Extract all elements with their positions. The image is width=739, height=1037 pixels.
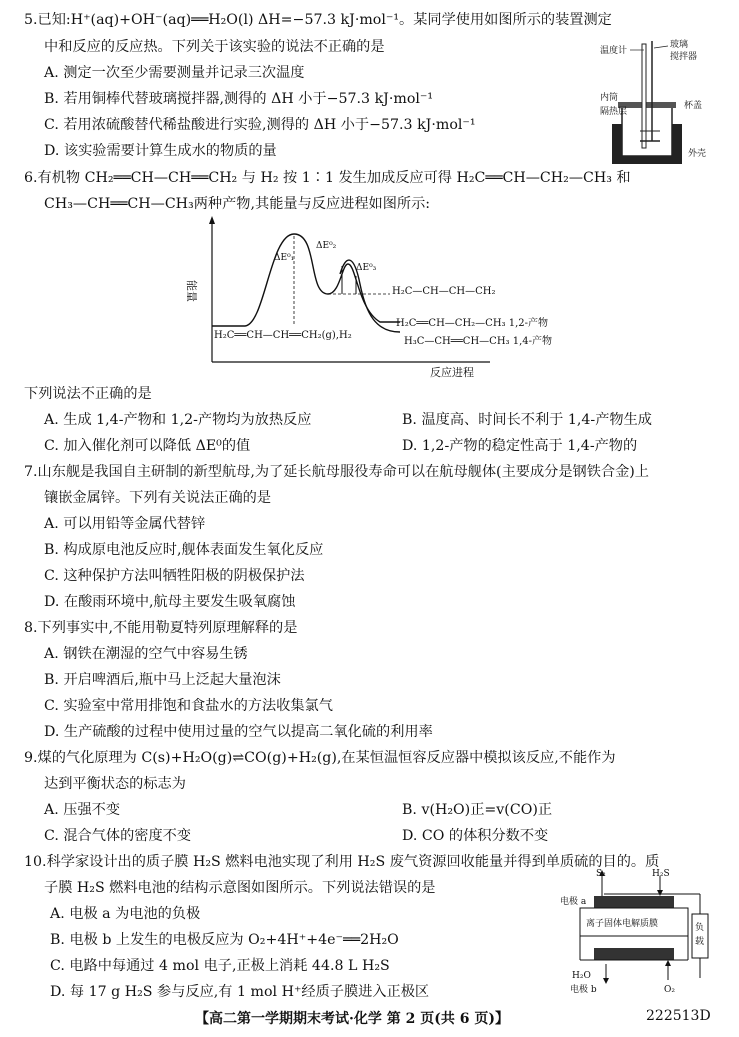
label-h2o: H₂O bbox=[572, 971, 591, 981]
y-axis-label: 能量 bbox=[185, 280, 198, 302]
q10-stem-line1: 10.科学家设计出的质子膜 H₂S 燃料电池实现了利用 H₂S 废气资源回收能量并得到单质硫的目的。质 bbox=[24, 854, 660, 870]
label-h2s: H₂S bbox=[652, 869, 670, 879]
thermometer bbox=[642, 44, 646, 148]
label-thermometer: 温度计 bbox=[600, 46, 628, 56]
q9-option-c: C. 混合气体的密度不变 bbox=[44, 828, 192, 844]
q9-stem-line2: 达到平衡状态的标志为 bbox=[44, 776, 186, 792]
label-delta-e2: ΔE⁰₂ bbox=[316, 241, 337, 251]
q5-option-b: B. 若用铜棒代替玻璃搅拌器,测得的 ΔH 小于−57.3 kJ·mol⁻¹ bbox=[44, 91, 434, 107]
q5-stem-line1: 5.已知:H⁺(aq)+OH⁻(aq)══H₂O(l) ΔH=−57.3 kJ·mol⁻¹。某同学使用如图所示的装置测定 bbox=[24, 12, 612, 28]
electrode-b bbox=[594, 948, 674, 960]
calorimeter-figure bbox=[600, 36, 730, 176]
label-reactant: H₂C══CH—CH══CH₂(g),H₂ bbox=[214, 330, 352, 341]
label-stirrer-1: 玻璃 bbox=[670, 40, 689, 50]
q7-option-d: D. 在酸雨环境中,航母主要发生吸氧腐蚀 bbox=[44, 594, 296, 610]
label-membrane: 离子固体电解质膜 bbox=[586, 919, 659, 929]
q10-option-b: B. 电极 b 上发生的电极反应为 O₂+4H⁺+4e⁻══2H₂O bbox=[50, 932, 399, 948]
q6-ask: 下列说法不正确的是 bbox=[24, 386, 152, 402]
label-s2: S₂ bbox=[596, 869, 606, 879]
paper-code: 222513D bbox=[646, 1008, 711, 1024]
label-lid: 杯盖 bbox=[684, 101, 703, 111]
q6-stem-line2: CH₃—CH══CH—CH₃两种产物,其能量与反应进程如图所示: bbox=[44, 196, 431, 212]
q6-option-b: B. 温度高、时间长不利于 1,4-产物生成 bbox=[402, 412, 652, 428]
label-product-1-2: H₂C══CH—CH₂—CH₃ 1,2-产物 bbox=[396, 318, 549, 329]
curve-1-2-product bbox=[212, 234, 400, 326]
label-delta-e3: ΔE⁰₃ bbox=[356, 263, 377, 273]
label-electrode-a: 电极 a bbox=[560, 897, 587, 907]
label-delta-e1: ΔE⁰₁ bbox=[274, 253, 295, 263]
load bbox=[692, 914, 708, 958]
q8-option-c: C. 实验室中常用排饱和食盐水的方法收集氯气 bbox=[44, 698, 333, 714]
q6-option-a: A. 生成 1,4-产物和 1,2-产物均为放热反应 bbox=[44, 412, 312, 428]
q10-option-d: D. 每 17 g H₂S 参与反应,有 1 mol H⁺经质子膜进入正极区 bbox=[50, 984, 430, 1000]
electrode-a bbox=[594, 896, 674, 908]
label-product-1-4: H₃C—CH══CH—CH₃ 1,4-产物 bbox=[404, 336, 553, 347]
q5-stem-line2: 中和反应的反应热。下列关于该实验的说法不正确的是 bbox=[44, 39, 385, 55]
q9-option-d: D. CO 的体积分数不变 bbox=[402, 828, 549, 844]
q7-option-c: C. 这种保护方法叫牺牲阳极的阴极保护法 bbox=[44, 568, 305, 584]
label-outer-shell: 外壳 bbox=[688, 149, 707, 159]
q6-option-d: D. 1,2-产物的稳定性高于 1,4-产物的 bbox=[402, 438, 638, 454]
fuel-cell-figure bbox=[560, 868, 730, 996]
label-electrode-b: 电极 b bbox=[570, 985, 597, 995]
label-insulation: 隔热层 bbox=[600, 107, 628, 117]
q7-option-b: B. 构成原电池反应时,舰体表面发生氧化反应 bbox=[44, 542, 324, 558]
q5-option-d: D. 该实验需要计算生成水的物质的量 bbox=[44, 143, 277, 159]
label-o2: O₂ bbox=[664, 985, 675, 995]
q10-stem-line2: 子膜 H₂S 燃料电池的结构示意图如图所示。下列说法错误的是 bbox=[44, 880, 436, 896]
q10-option-a: A. 电极 a 为电池的负极 bbox=[50, 906, 201, 922]
label-load-1: 负 bbox=[695, 923, 705, 933]
label-stirrer-2: 搅拌器 bbox=[670, 52, 698, 62]
label-intermediate: H₂C—CH—CH—CH₂ bbox=[392, 286, 496, 297]
page-footer: 【高二第一学期期末考试·化学 第 2 页(共 6 页)】 bbox=[195, 1011, 509, 1027]
x-axis-label: 反应进程 bbox=[430, 366, 474, 379]
q10-option-c: C. 电路中每通过 4 mol 电子,正极上消耗 44.8 L H₂S bbox=[50, 958, 390, 974]
q6-option-c: C. 加入催化剂可以降低 ΔE⁰的值 bbox=[44, 438, 251, 454]
q5-option-a: A. 测定一次至少需要测量并记录三次温度 bbox=[44, 65, 305, 81]
label-inner-cup: 内筒 bbox=[600, 93, 619, 103]
energy-diagram bbox=[185, 214, 660, 379]
q7-option-a: A. 可以用铅等金属代替锌 bbox=[44, 516, 206, 532]
q8-stem: 8.下列事实中,不能用勒夏特列原理解释的是 bbox=[24, 620, 298, 636]
q6-stem-line1: 6.有机物 CH₂══CH—CH══CH₂ 与 H₂ 按 1∶1 发生加成反应可得 H₂C══CH—CH₂—CH₃ 和 bbox=[24, 170, 631, 186]
q5-option-c: C. 若用浓硫酸替代稀盐酸进行实验,测得的 ΔH 小于−57.3 kJ·mol⁻¹ bbox=[44, 117, 476, 133]
q9-stem-line1: 9.煤的气化原理为 C(s)+H₂O(g)⇌CO(g)+H₂(g),在某恒温恒容反应器中模拟该反应,不能作为 bbox=[24, 750, 616, 766]
q9-option-b: B. v(H₂O)正=v(CO)正 bbox=[402, 802, 553, 818]
label-load-2: 载 bbox=[695, 937, 705, 947]
q7-stem-line2: 镶嵌金属锌。下列有关说法正确的是 bbox=[44, 490, 272, 506]
q8-option-d: D. 生产硫酸的过程中使用过量的空气以提高二氧化硫的利用率 bbox=[44, 724, 433, 740]
q8-option-a: A. 钢铁在潮湿的空气中容易生锈 bbox=[44, 646, 248, 662]
q9-option-a: A. 压强不变 bbox=[44, 802, 121, 818]
q7-stem-line1: 7.山东舰是我国自主研制的新型航母,为了延长航母服役寿命可以在航母舰体(主要成分是钢铁合金)上 bbox=[24, 464, 649, 480]
q8-option-b: B. 开启啤酒后,瓶中马上泛起大量泡沫 bbox=[44, 672, 281, 688]
